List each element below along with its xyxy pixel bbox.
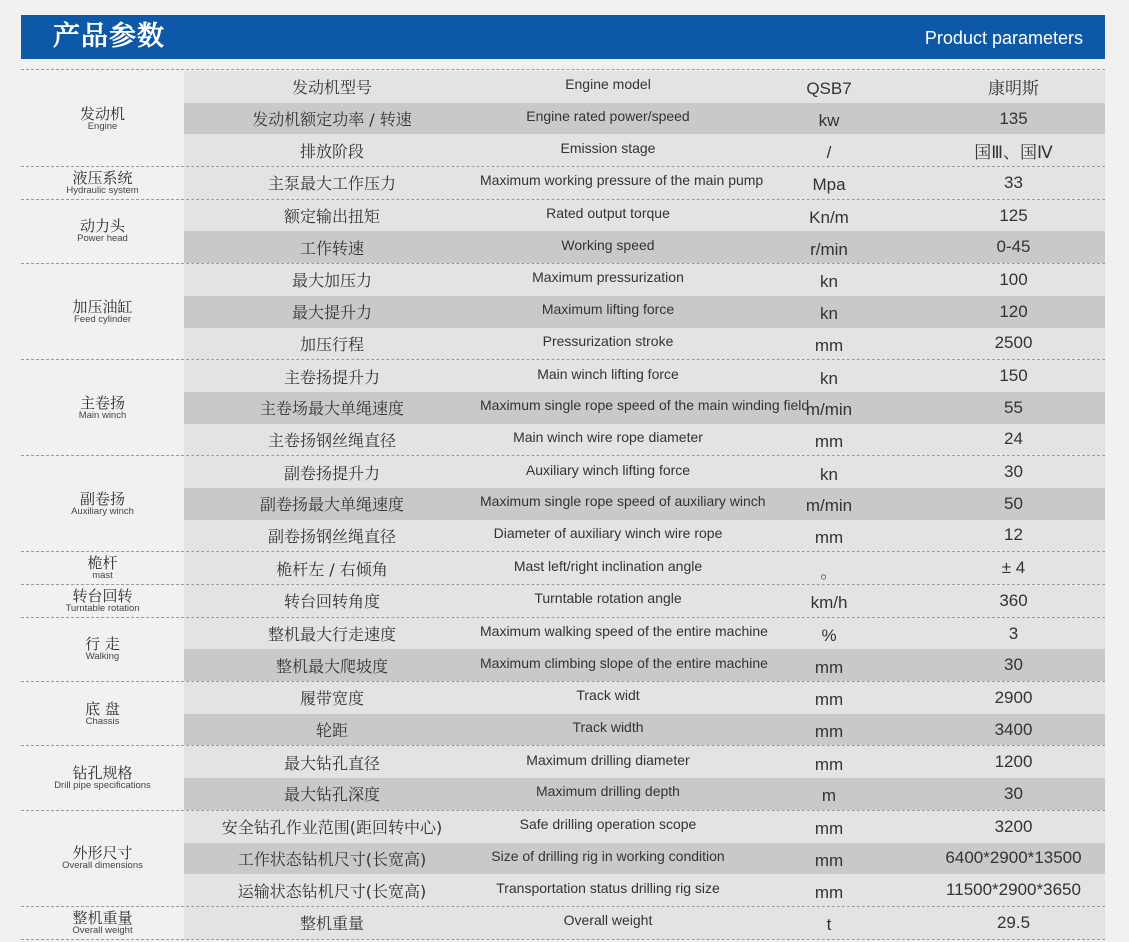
param-value: 50 (1004, 493, 1023, 513)
param-name-en: Safe drilling operation scope (519, 816, 697, 833)
param-name-cn: 整机重量 (299, 914, 364, 934)
param-name-cn: 副卷扬钢丝绳直径 (267, 526, 396, 546)
table-row (184, 71, 1105, 103)
table-row (184, 134, 1105, 166)
group-name-cn: 整机重量 (72, 908, 133, 927)
param-unit: r/min (810, 239, 848, 259)
table-row (184, 103, 1105, 135)
param-value: 29.5 (996, 912, 1031, 932)
param-value: 360 (999, 590, 1028, 610)
param-value: 24 (1004, 429, 1023, 449)
table-row (184, 456, 1105, 488)
param-name-en: Track widt (576, 687, 640, 704)
parameter-group (21, 552, 1105, 585)
param-name-cn: 工作转速 (299, 238, 364, 258)
param-name-en: Engine rated power/speed (526, 108, 690, 125)
table-row (184, 811, 1105, 843)
param-name-cn: 副卷扬提升力 (283, 463, 380, 483)
page-title: 产品参数 (53, 21, 165, 52)
param-unit: m (821, 786, 837, 806)
group-category (21, 907, 184, 939)
param-value: 150 (999, 366, 1028, 386)
param-name-cn: 安全钻孔作业范围(距回转中心) (221, 818, 443, 838)
table-row (184, 907, 1105, 939)
group-rows (184, 71, 1105, 166)
group-category (21, 71, 184, 166)
param-name-cn: 最大加压力 (291, 271, 372, 291)
group-name-en: Auxiliary winch (71, 505, 134, 517)
param-unit: mm (814, 819, 844, 839)
header-divider (21, 69, 1105, 70)
param-value: 125 (999, 205, 1028, 225)
param-name-cn: 主卷扬提升力 (283, 367, 380, 387)
param-value: 30 (1004, 783, 1023, 803)
table-row (184, 200, 1105, 232)
table-row (184, 714, 1105, 746)
group-category (21, 167, 184, 199)
group-name-cn: 外形尺寸 (72, 844, 133, 863)
param-name-cn: 最大钻孔深度 (283, 785, 380, 805)
param-name-cn: 工作状态钻机尺寸(长宽高) (237, 849, 427, 869)
table-row (184, 167, 1105, 199)
group-category (21, 746, 184, 809)
parameter-group (21, 907, 1105, 940)
param-name-en: Engine model (565, 76, 651, 93)
param-unit: km/h (810, 593, 848, 613)
param-unit: % (821, 626, 837, 646)
param-name-en: Main winch wire rope diameter (513, 428, 703, 445)
group-rows (184, 746, 1105, 809)
table-row (184, 424, 1105, 456)
group-name-en: Power head (77, 233, 128, 245)
parameter-group (21, 585, 1105, 618)
table-row (184, 843, 1105, 875)
param-name-en: Maximum pressurization (532, 269, 684, 286)
group-name-cn: 转台回转 (72, 586, 133, 605)
param-name-en: Maximum single rope speed of the main winding field (480, 397, 810, 414)
param-unit: 。 (820, 563, 838, 583)
group-rows (184, 200, 1105, 263)
param-unit: m/min (805, 496, 853, 516)
parameter-table (21, 71, 1105, 940)
group-category (21, 682, 184, 745)
param-name-cn: 运输状态钻机尺寸(长宽高) (237, 881, 427, 901)
param-value: 3200 (994, 816, 1033, 836)
param-name-cn: 排放阶段 (299, 141, 364, 161)
param-name-en: Rated output torque (546, 205, 670, 222)
param-value: 12 (1004, 525, 1023, 545)
param-name-en: Pressurization stroke (542, 332, 674, 349)
param-value: 国Ⅲ、国Ⅳ (974, 142, 1053, 162)
table-row (184, 649, 1105, 681)
group-rows (184, 552, 1105, 584)
table-row (184, 682, 1105, 714)
param-value: 0-45 (996, 237, 1031, 257)
param-name-cn: 主卷扬钢丝绳直径 (267, 430, 396, 450)
param-name-en: Mast left/right inclination angle (513, 557, 703, 574)
param-name-en: Maximum drilling depth (536, 783, 680, 800)
param-unit: kn (820, 464, 838, 484)
param-name-cn: 轮距 (315, 721, 348, 741)
param-name-cn: 桅杆左 / 右倾角 (276, 559, 388, 579)
param-name-cn: 最大钻孔直径 (283, 753, 380, 773)
param-name-en: Main winch lifting force (537, 365, 679, 382)
param-unit: mm (814, 754, 844, 774)
table-row (184, 874, 1105, 906)
group-rows (184, 585, 1105, 617)
param-value: ± 4 (1001, 558, 1026, 578)
group-name-cn: 钻孔规格 (72, 764, 133, 783)
param-value: 康明斯 (988, 79, 1039, 99)
param-name-cn: 主泵最大工作压力 (267, 174, 396, 194)
param-unit: mm (814, 527, 844, 547)
param-unit: Mpa (812, 175, 846, 195)
param-value: 1200 (994, 752, 1033, 772)
param-name-en: Size of drilling rig in working condition (491, 847, 725, 864)
param-name-en: Maximum working pressure of the main pump (480, 172, 764, 189)
param-unit: mm (814, 657, 844, 677)
param-name-cn: 发动机型号 (291, 78, 372, 98)
group-name-cn: 加压油缸 (72, 297, 133, 316)
table-row (184, 778, 1105, 810)
group-name-cn: 主卷扬 (79, 393, 125, 412)
param-unit: / (826, 142, 832, 162)
group-name-en: Main winch (78, 409, 127, 421)
param-value: 33 (1004, 172, 1023, 192)
param-value: 3400 (994, 719, 1033, 739)
param-name-en: Maximum lifting force (541, 301, 675, 318)
group-name-cn: 行 走 (85, 635, 120, 654)
table-row (184, 585, 1105, 617)
group-name-cn: 底 盘 (85, 699, 120, 718)
param-value: 3 (1008, 623, 1019, 643)
param-name-en: Maximum walking speed of the entire machine (480, 623, 768, 640)
param-name-en: Diameter of auxiliary winch wire rope (493, 524, 723, 541)
param-name-en: Emission stage (560, 139, 656, 156)
group-name-en: Chassis (85, 715, 120, 727)
param-value: 30 (1004, 655, 1023, 675)
param-name-cn: 发动机额定功率 / 转速 (252, 110, 412, 130)
param-value: 2900 (994, 687, 1033, 707)
param-name-cn: 主卷场最大单绳速度 (259, 399, 404, 419)
param-name-en: Working speed (561, 236, 655, 253)
param-value: 11500*2900*3650 (946, 880, 1081, 900)
parameter-group (21, 264, 1105, 360)
group-name-en: Walking (85, 651, 120, 663)
param-name-en: Overall weight (563, 912, 653, 929)
page-subtitle: Product parameters (924, 28, 1083, 48)
param-unit: kn (820, 272, 838, 292)
param-unit: mm (814, 431, 844, 451)
param-unit: mm (814, 690, 844, 710)
parameter-group (21, 71, 1105, 167)
group-name-cn: 发动机 (79, 104, 125, 123)
param-name-cn: 加压行程 (299, 334, 364, 354)
param-name-cn: 最大提升力 (291, 303, 372, 323)
param-name-en: Auxiliary winch lifting force (525, 461, 691, 478)
group-name-en: Drill pipe specifications (54, 780, 151, 792)
param-value: 55 (1004, 397, 1023, 417)
group-rows (184, 811, 1105, 906)
table-row (184, 360, 1105, 392)
group-category (21, 811, 184, 906)
group-rows (184, 907, 1105, 939)
table-row (184, 392, 1105, 424)
group-name-cn: 副卷扬 (79, 489, 125, 508)
parameter-group (21, 167, 1105, 200)
table-row (184, 488, 1105, 520)
param-name-cn: 转台回转角度 (283, 592, 380, 612)
group-category (21, 585, 184, 617)
parameter-group (21, 746, 1105, 810)
param-unit: m/min (805, 400, 853, 420)
param-unit: QSB7 (806, 79, 852, 99)
group-rows (184, 264, 1105, 359)
param-unit: mm (814, 850, 844, 870)
param-name-cn: 副卷扬最大单绳速度 (259, 495, 404, 515)
group-name-en: Feed cylinder (73, 313, 132, 325)
group-name-cn: 液压系统 (72, 168, 133, 187)
table-row (184, 264, 1105, 296)
parameter-group (21, 360, 1105, 456)
page-header (21, 15, 1105, 59)
param-name-cn: 额定输出扭矩 (283, 207, 380, 227)
param-name-en: Track width (572, 719, 644, 736)
param-name-en: Maximum climbing slope of the entire machine (480, 654, 768, 671)
table-row (184, 520, 1105, 552)
parameter-group (21, 618, 1105, 682)
parameter-group (21, 200, 1105, 264)
parameter-group (21, 682, 1105, 746)
group-name-en: Turntable rotation (65, 602, 140, 614)
param-unit: Kn/m (809, 208, 849, 228)
table-row (184, 552, 1105, 584)
param-unit: t (826, 915, 832, 935)
param-name-en: Transportation status drilling rig size (496, 879, 720, 896)
group-category (21, 618, 184, 681)
group-rows (184, 167, 1105, 199)
group-category (21, 264, 184, 359)
table-row (184, 296, 1105, 328)
group-name-en: Overall weight (72, 924, 133, 936)
param-name-en: Maximum single rope speed of auxiliary winch (480, 493, 766, 510)
param-unit: kn (820, 368, 838, 388)
table-row (184, 618, 1105, 650)
param-value: 120 (999, 301, 1028, 321)
group-name-en: Engine (87, 120, 118, 132)
group-category (21, 360, 184, 455)
group-rows (184, 360, 1105, 455)
table-row (184, 231, 1105, 263)
param-name-cn: 整机最大爬坡度 (275, 656, 388, 676)
param-unit: mm (814, 335, 844, 355)
param-unit: mm (814, 882, 844, 902)
group-rows (184, 682, 1105, 745)
param-value: 135 (999, 108, 1028, 128)
param-unit: kw (818, 111, 840, 131)
param-unit: mm (814, 722, 844, 742)
group-rows (184, 618, 1105, 681)
param-name-en: Maximum drilling diameter (526, 751, 690, 768)
param-value: 2500 (994, 333, 1033, 353)
group-category (21, 456, 184, 551)
group-category (21, 552, 184, 584)
group-name-cn: 动力头 (79, 217, 125, 236)
param-name-cn: 整机最大行走速度 (267, 625, 396, 645)
param-value: 6400*2900*13500 (945, 848, 1082, 868)
table-row (184, 328, 1105, 360)
parameter-group (21, 811, 1105, 907)
param-value: 30 (1004, 462, 1023, 482)
group-name-en: Hydraulic system (66, 184, 139, 196)
group-name-en: mast (92, 570, 113, 582)
group-rows (184, 456, 1105, 551)
group-name-cn: 桅杆 (87, 554, 118, 573)
param-name-en: Turntable rotation angle (534, 590, 682, 607)
parameter-group (21, 456, 1105, 552)
group-name-en: Overall dimensions (62, 860, 143, 872)
param-name-cn: 履带宽度 (299, 689, 364, 709)
group-category (21, 200, 184, 263)
param-unit: kn (820, 304, 838, 324)
table-row (184, 746, 1105, 778)
param-value: 100 (999, 269, 1028, 289)
